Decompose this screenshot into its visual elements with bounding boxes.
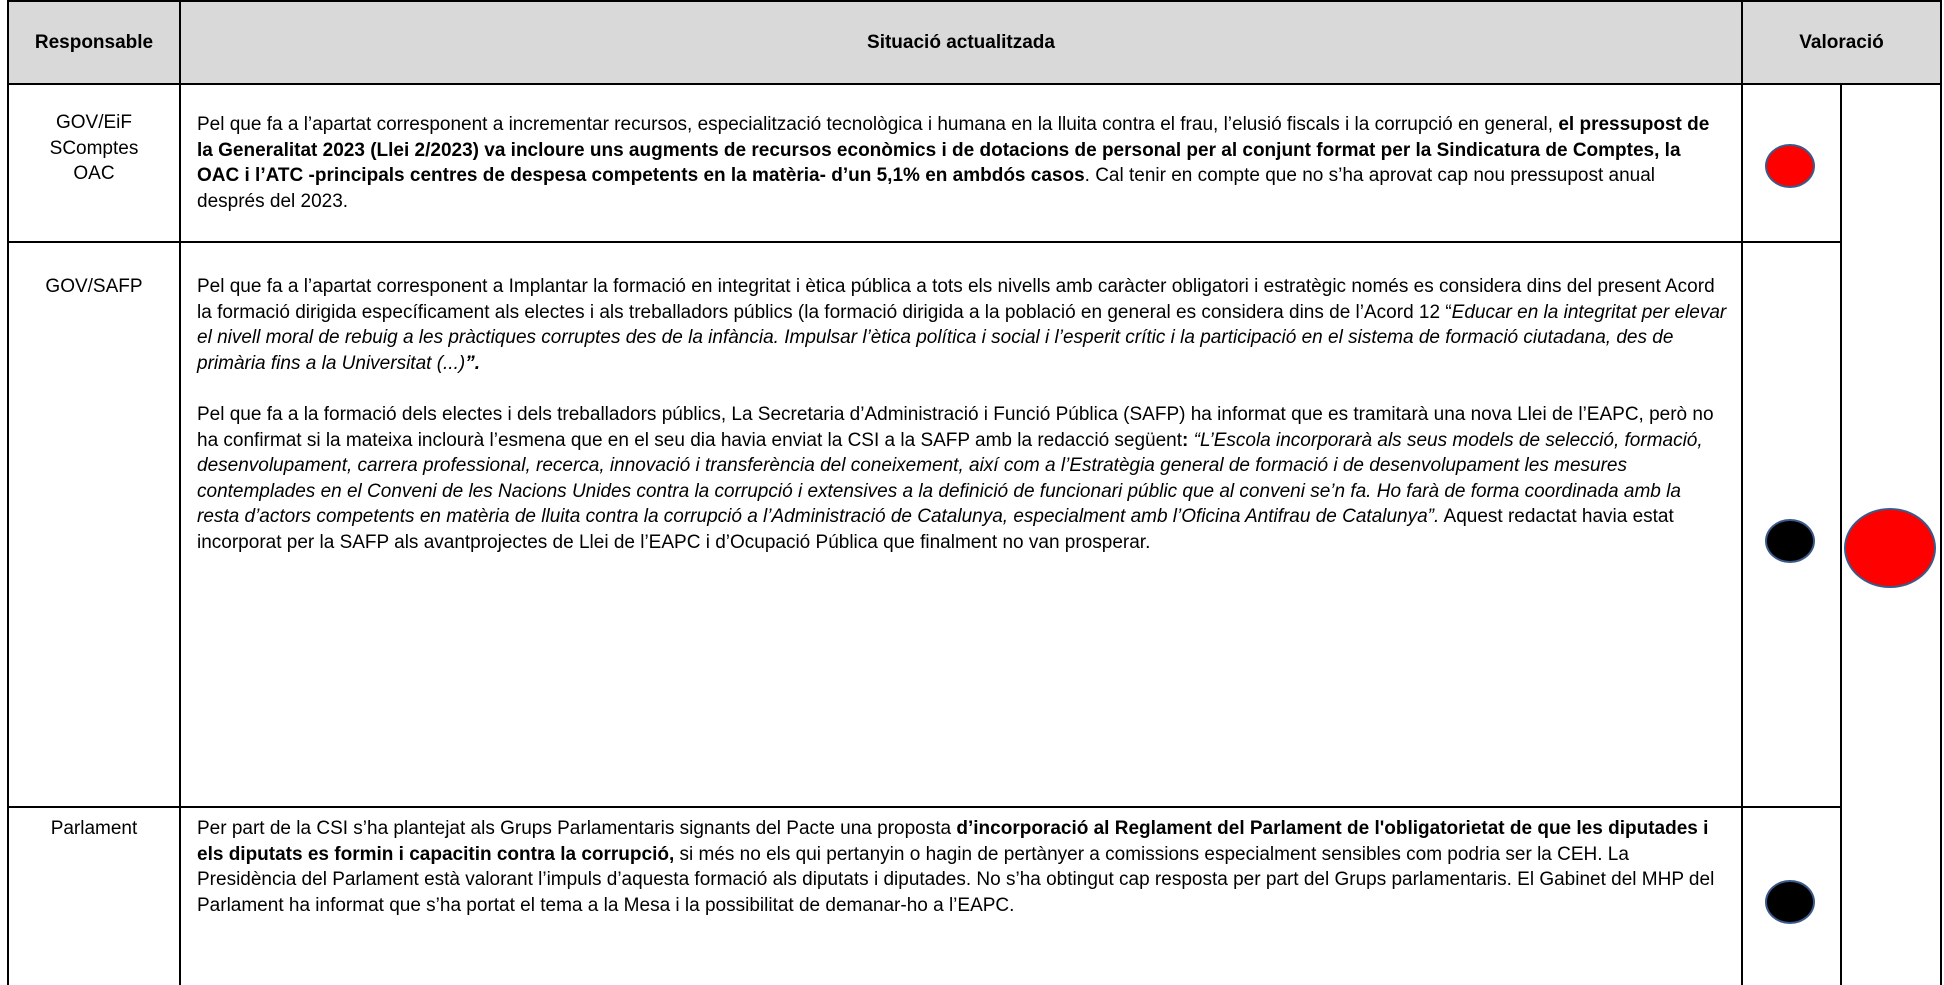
row2-text-colon: :	[1182, 429, 1194, 451]
row1-bottom-border	[7, 241, 1842, 243]
row1-situacio	[197, 112, 1727, 214]
row3-text-c: si més no els qui pertanyin o hagin de pertànyer a comissions especialment sensibles com podria ser la CEH. La Presidència del Parlament està valorant l’impuls d’aquesta formació als diputats i diputades. No s’ha obtingut cap resposta per part del Grups parlamentaris. El Gabinet del MHP del Parlament ha informat que s’ha portat el tema a la Mesa i la possibilitat de demanar-ho a l’EAPC.	[197, 843, 1715, 916]
row2-text-a: Pel que fa a l’apartat corresponent a Implantar la formació en integritat i ètica pública a tots els nivells amb caràcter obligatori i estratègic només es considera dins del present Acord la formació dirigida específicament als electes i als treballadors públics (la formació dirigida a la població en general es considera dins de l’Acord 12 “	[197, 276, 1715, 323]
table-border-right	[1940, 0, 1942, 985]
header-bottom-border	[7, 83, 1942, 85]
row2-text-quote2: “L’Escola incorporarà als seus models de selecció, formació, desenvolupament, carrera professional, recerca, innovació i transferència del coneixement, així com a l’Estratègia general de formació i de desenvolupament les mesures contemplades en el Conveni de les Nacions Unides contra la corrupció i extensives a la definició de funcionari públic que al conveni se’n fa. Ho farà de forma coordinada amb la resta d’actors competents en matèria de lluita contra la corrupció a l’Administració de Catalunya, especialment amb l’Oficina Antifrau de Catalunya”.	[197, 429, 1703, 527]
header-valoracio: Valoració	[1799, 32, 1884, 53]
col-divider-situacio	[1741, 0, 1743, 985]
row2-text-b: Pel que fa a la formació dels electes i dels treballadors públics, La Secretaria d’Administració i Funció Pública (SAFP) ha informat que es tramitarà una nova Llei de l’EAPC, però no ha confirmat si la mateixa inclourà l’esmena que en el seu dia havia enviat la CSI a la SAFP amb la redacció següent	[197, 404, 1714, 451]
row3-text-a: Per part de la CSI s’ha plantejat als Grups Parlamentaris signants del Pacte una proposta	[197, 818, 957, 839]
row3-text-bold: d’incorporació al Reglament del Parlament de l'obligatorietat de que les diputades i els diputats es formin i capacitin contra la corrupció,	[197, 818, 1709, 865]
row3-situacio	[197, 816, 1727, 918]
row2-text-quote1: Educar en la integritat per elevar el nivell moral de rebuig a les pràctiques corruptes des de la infància. Impulsar l’ètica política i social i l’esperit crític i la participació en el sistema de formació ciutadana, des de primària fins a la Universitat (...)	[197, 301, 1727, 374]
row2-status-dot	[1765, 519, 1815, 563]
row2-text-d: Aquest redactat havia estat incorporat per la SAFP als avantprojectes de Llei de l’EAPC i d’Ocupació Pública que finalment no van prosperar.	[197, 506, 1674, 553]
row1-text-bold: el pressupost de la Generalitat 2023 (Llei 2/2023) va incloure uns augments de recursos econòmics i de dotacions de personal per al conjunt format per la Sindicatura de Comptes, la OAC i l’ATC -principals centres de despesa competents en la matèria- d’un 5,1% en ambdós casos	[197, 114, 1710, 186]
col-divider-responsable	[179, 0, 181, 985]
row1-status-dot	[1765, 144, 1815, 188]
table-border-top	[7, 0, 1942, 2]
col-divider-valoracio	[1840, 84, 1842, 985]
row2-situacio	[197, 274, 1727, 555]
overall-status-dot	[1844, 508, 1936, 588]
header-situacio: Situació actualitzada	[867, 32, 1055, 53]
row1-text-c: . Cal tenir en compte que no s’ha aprovat cap nou pressupost anual després del 2023.	[197, 165, 1656, 212]
row2-responsable: GOV/SAFP	[45, 276, 143, 297]
row1-text-a: Pel que fa a l’apartat corresponent a incrementar recursos, especialització tecnològica i humana en la lluita contra el frau, l’elusió fiscals i la corrupció en general,	[197, 114, 1559, 135]
row3-status-dot	[1765, 880, 1815, 924]
row2-bottom-border	[7, 806, 1842, 808]
row2-text-quote1-end: ”.	[465, 352, 480, 374]
header-responsable: Responsable	[34, 32, 154, 53]
row3-responsable: Parlament	[50, 818, 138, 839]
row1-responsable: GOV/EiF SComptes OAC	[49, 112, 139, 184]
